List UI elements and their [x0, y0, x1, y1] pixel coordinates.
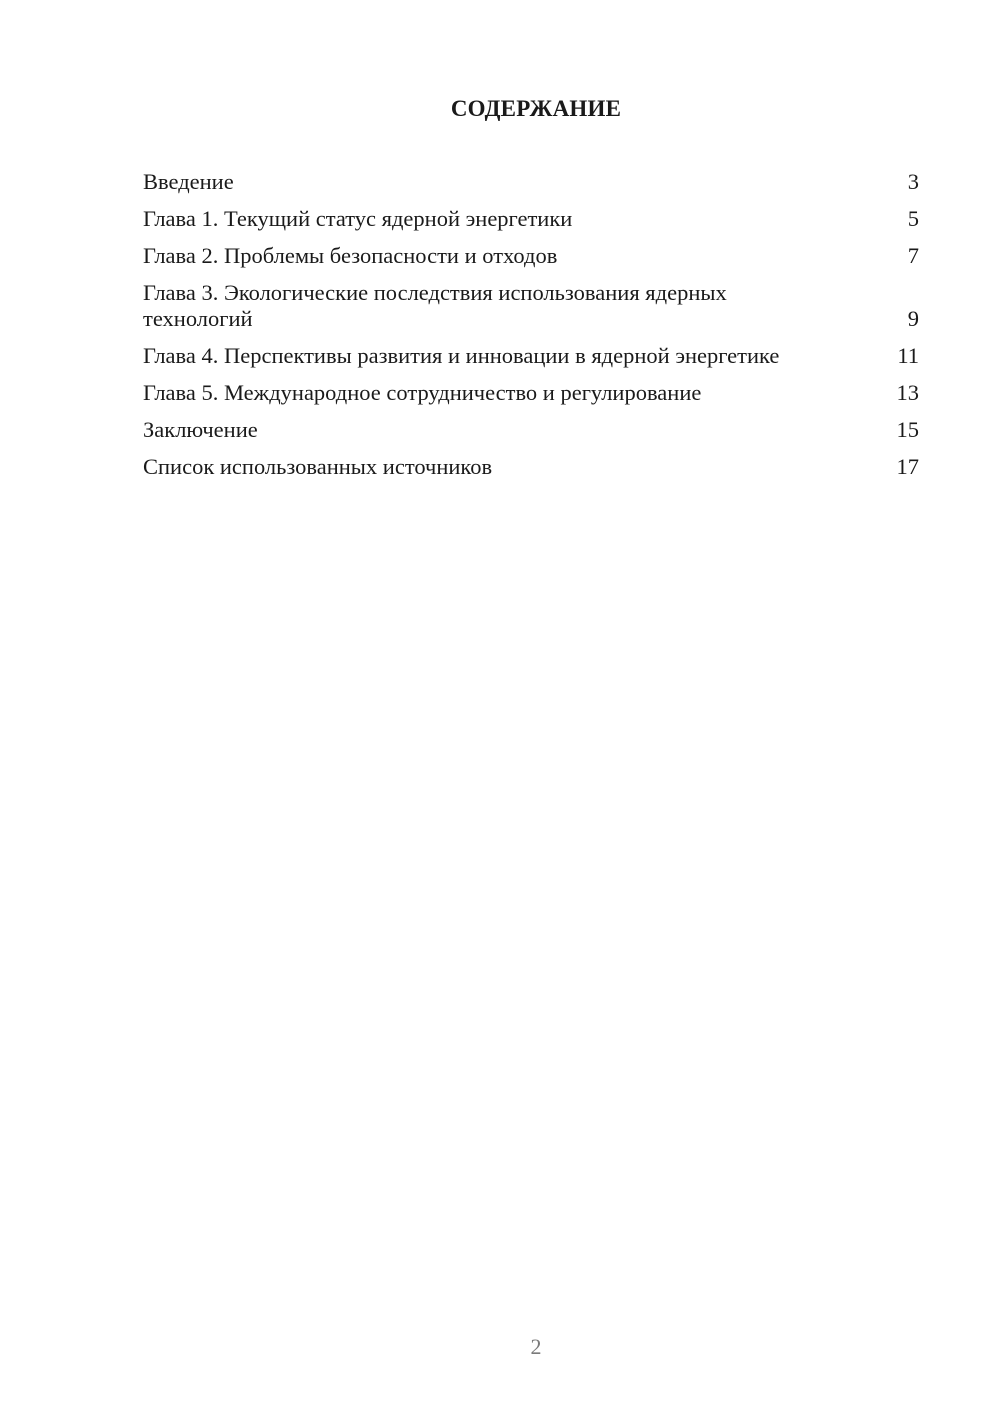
- toc-entry-page: 17: [896, 454, 919, 479]
- toc-entry-page: 3: [907, 169, 919, 194]
- toc-entry-chapter-2: [143, 243, 919, 269]
- toc-entry-introduction: [143, 169, 919, 195]
- toc-entry-text: Глава 1. Текущий статус ядерной энергетики: [143, 206, 573, 231]
- toc-entry-text: Заключение: [143, 417, 258, 442]
- page-title: СОДЕРЖАНИЕ: [450, 96, 622, 121]
- toc-entry-page: 15: [896, 417, 919, 442]
- toc-entry-page: 9: [907, 306, 919, 331]
- toc-entry-page: 13: [896, 380, 919, 405]
- toc-entry-text: Глава 3. Экологические последствия использования ядерных технологий: [143, 280, 727, 331]
- toc-entry-page: 7: [907, 243, 919, 268]
- toc-entry-conclusion: [143, 417, 919, 443]
- toc-entry-text: Список использованных источников: [143, 454, 493, 479]
- toc-entry-chapter-4: [143, 343, 919, 369]
- toc-entry-chapter-1: [143, 206, 919, 232]
- toc-entry-text: Глава 5. Международное сотрудничество и регулирование: [143, 380, 702, 405]
- toc-entry-page: 11: [897, 343, 919, 368]
- page-number: 2: [530, 1334, 542, 1359]
- toc-entry-text: Введение: [143, 169, 234, 194]
- toc-entry-references: [143, 454, 919, 480]
- toc-entry-chapter-5: [143, 380, 919, 406]
- toc-entry-page: 5: [907, 206, 919, 231]
- toc-entry-text: Глава 2. Проблемы безопасности и отходов: [143, 243, 558, 268]
- table-of-contents: [143, 169, 919, 491]
- toc-entry-chapter-3: [143, 280, 919, 332]
- toc-entry-text: Глава 4. Перспективы развития и инновации в ядерной энергетике: [143, 343, 780, 368]
